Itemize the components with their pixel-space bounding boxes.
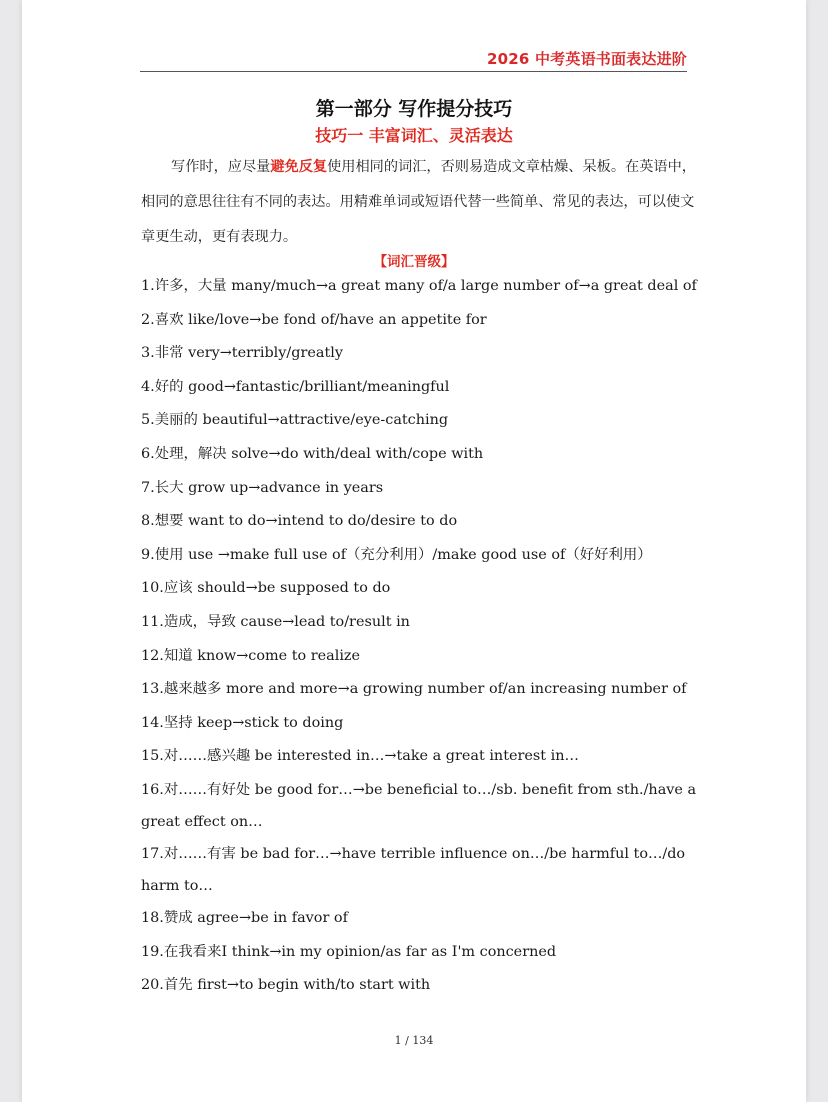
list-item: 13.越来越多 more and more→a growing number of/an increasing number of	[141, 681, 687, 698]
list-item: 9.使用 use →make full use of（充分利用）/make good use of（好好利用）	[141, 546, 652, 563]
list-item: 10.应该 should→be supposed to do	[141, 580, 391, 597]
intro-text-rest: 使用相同的词汇，否则易造成文章枯燥、呆板。在英语中，相同的意思往往有不同的表达。用精难单词或短语代替一些简单、常见的表达，可以使文章更生动，更有表现力。	[141, 159, 696, 245]
list-item: 19.在我看来I think→in my opinion/as far as I'm concerned	[141, 943, 557, 960]
list-item: 5.美丽的 beautiful→attractive/eye-catching	[141, 412, 449, 429]
list-item: 18.赞成 agree→be in favor of	[141, 909, 348, 926]
list-item: 17.对……有害 be bad for…→have terrible influence on…/be harmful to…/do harm to…	[141, 845, 686, 894]
vocabulary-list	[141, 270, 701, 1003]
list-item: 7.长大 grow up→advance in years	[141, 479, 384, 496]
vocabulary-section-label: 【词汇晋级】	[373, 254, 455, 270]
list-item: 3.非常 very→terribly/greatly	[141, 345, 343, 362]
list-item: 12.知道 know→come to realize	[141, 647, 361, 664]
list-item: 6.处理，解决 solve→do with/deal with/cope with	[141, 445, 484, 462]
list-item: 20.首先 first→to begin with/to start with	[141, 977, 431, 994]
section-subtitle: 技巧一 丰富词汇、灵活表达	[315, 126, 513, 145]
intro-highlight: 避免反复	[270, 159, 328, 175]
header-divider	[140, 71, 687, 72]
list-item: 11.造成，导致 cause→lead to/result in	[141, 613, 410, 630]
list-item: 1.许多，大量 many/much→a great many of/a large number of→a great deal of	[141, 278, 697, 294]
list-item: 16.对……有好处 be good for…→be beneficial to…/sb. benefit from sth./have a great effect on…	[141, 781, 697, 830]
page-title: 第一部分 写作提分技巧	[315, 98, 513, 120]
intro-text-start: 写作时，应尽量	[171, 159, 271, 175]
list-item: 4.好的 good→fantastic/brilliant/meaningful	[141, 378, 450, 395]
list-item: 14.坚持 keep→stick to doing	[141, 714, 344, 731]
document-page	[22, 0, 806, 1102]
page-number: 1 / 134	[394, 1034, 434, 1047]
list-item: 8.想要 want to do→intend to do/desire to do	[141, 513, 458, 530]
running-header: 2026 中考英语书面表达进阶	[487, 50, 687, 68]
list-item: 15.对……感兴趣 be interested in…→take a great interest in…	[141, 748, 579, 765]
list-item: 2.喜欢 like/love→be fond of/have an appetite for	[141, 311, 487, 328]
intro-paragraph	[141, 150, 701, 255]
